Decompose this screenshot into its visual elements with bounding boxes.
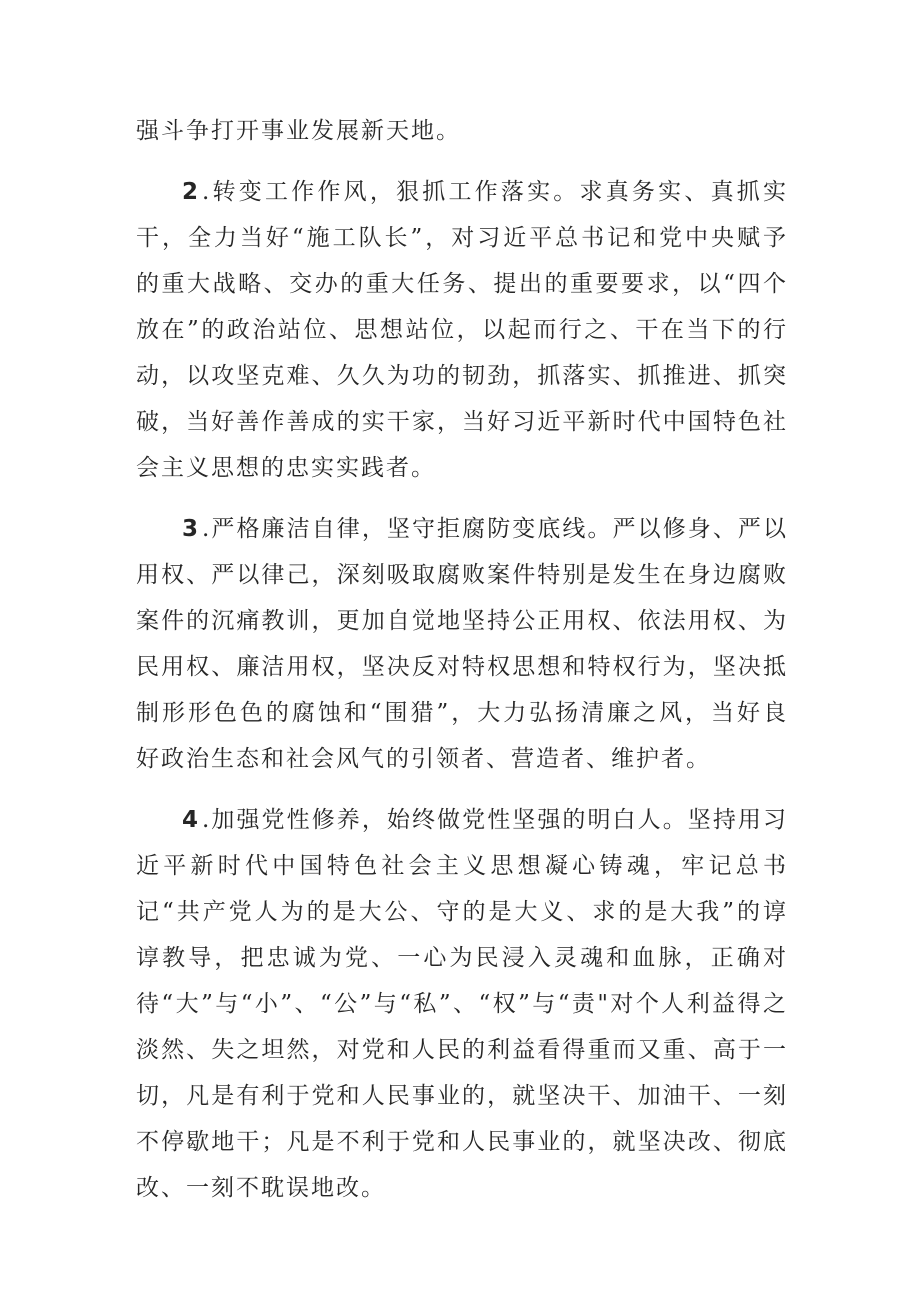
paragraph-item-3 [136, 506, 788, 782]
paragraph-text: .加强党性修养，始终做党性坚强的明白人。坚持用习近平新时代中国特色社会主义思想凝心铸魂，牢记总书记“共产党人为的是大公、守的是大义、求的是大我”的谆谆教导，把忠诚为党、一心为民浸入灵魂和血脉，正确对待“大”与“小”、“公”与“私”、“权”与“责"对个人利益得之淡然、失之坦然，对党和人民的利益看得重而又重、高于一切，凡是有利于党和人民事业的，就坚决干、加油干、一刻不停歇地干；凡是不利于党和人民事业的，就坚决改、彻底改、一刻不耽误地改。 [136, 807, 788, 1201]
paragraph-number: 2 [182, 179, 203, 205]
paragraph-number: 3 [182, 516, 203, 542]
paragraph-item-2 [136, 169, 788, 491]
paragraph-text: .严格廉洁自律，坚守拒腐防变底线。严以修身、严以用权、严以律己，深刻吸取腐败案件特别是发生在身边腐败案件的沉痛教训，更加自觉地坚持公正用权、依法用权、为民用权、廉洁用权，坚决反对特权思想和特权行为，坚决抵制形形色色的腐蚀和“围猎”，大力弘扬清廉之风，当好良好政治生态和社会风气的引领者、营造者、维护者。 [136, 516, 788, 772]
paragraph-continuation [136, 108, 788, 154]
paragraph-text: .转变工作作风，狠抓工作落实。求真务实、真抓实干，全力当好“施工队长”，对习近平总书记和党中央赋予的重大战略、交办的重大任务、提出的重要要求，以“四个放在”的政治站位、思想站位，以起而行之、干在当下的行动，以攻坚克难、久久为功的韧劲，抓落实、抓推进、抓突破，当好善作善成的实干家，当好习近平新时代中国特色社会主义思想的忠实实践者。 [136, 179, 788, 481]
paragraph-text: 强斗争打开事业发展新天地。 [136, 118, 461, 144]
paragraph-item-4 [136, 797, 788, 1211]
document-body [136, 108, 788, 1211]
paragraph-number: 4 [182, 807, 203, 833]
